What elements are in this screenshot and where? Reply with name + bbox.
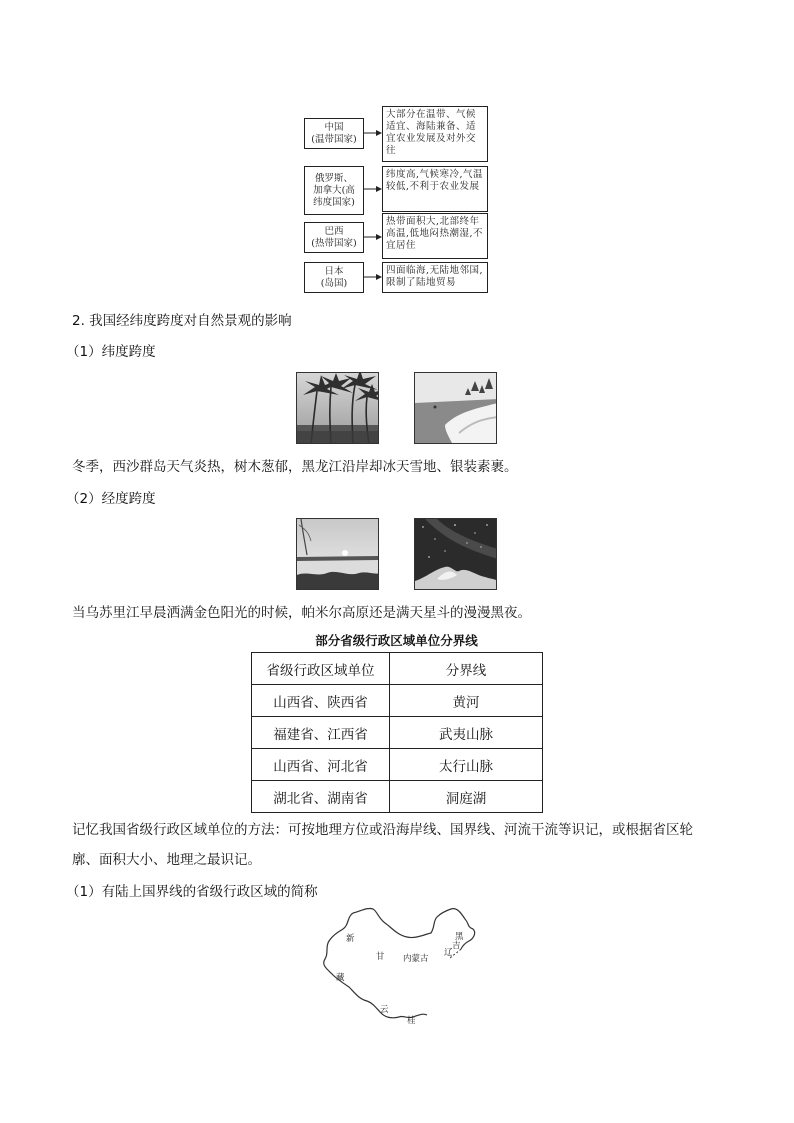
table-header-cell: 分界线 <box>390 653 543 685</box>
table-cell: 黄河 <box>390 685 543 717</box>
memory-subheading: （1）有陆上国界线的省级行政区域的简称 <box>66 884 318 900</box>
diagram-country-2: 俄罗斯、 加拿大(高 纬度国家) <box>304 166 364 215</box>
latitude-caption: 冬季，西沙群岛天气炎热，树木葱郁，黑龙江沿岸却冰天雪地、银装素裹。 <box>72 459 518 475</box>
map-label-xinjiang: 新 <box>346 934 355 944</box>
palm-trees-photo <box>296 372 379 444</box>
diagram-country-4: 日本 (岛国) <box>304 262 364 293</box>
table-cell: 洞庭湖 <box>390 781 543 813</box>
memory-text-line2: 廓、面积大小、地理之最识记。 <box>72 852 261 868</box>
table-row <box>252 749 543 781</box>
table-header-cell: 省级行政区域单位 <box>252 653 390 685</box>
diagram-effect-1: 大部分在温带、气候适宜、海陆兼备、适宜农业发展及对外交往 <box>382 106 488 162</box>
table-cell: 湖北省、湖南省 <box>252 781 390 813</box>
diagram-effect-3: 热带面积大,北部终年高温,低地闷热潮湿,不宜居住 <box>382 213 488 259</box>
diagram-country-1: 中国 (温带国家) <box>304 118 364 149</box>
frozen-shore-photo <box>414 372 497 444</box>
map-label-guangxi: 桂 <box>407 1016 416 1026</box>
starry-night-photo <box>414 518 497 590</box>
map-label-xizang: 藏 <box>336 973 345 983</box>
latitude-heading: （1）纬度跨度 <box>66 344 156 360</box>
border-map <box>315 905 495 1030</box>
longitude-caption: 当乌苏里江早晨洒满金色阳光的时候，帕米尔高原还是满天星斗的漫漫黑夜。 <box>72 605 531 621</box>
table-cell: 太行山脉 <box>390 749 543 781</box>
map-label-jilin: 吉 <box>452 941 461 951</box>
table-cell: 武夷山脉 <box>390 717 543 749</box>
table-cell: 福建省、江西省 <box>252 717 390 749</box>
map-label-neimenggu: 内蒙古 <box>403 954 429 964</box>
table-row <box>252 781 543 813</box>
table-row <box>252 717 543 749</box>
map-label-yunnan: 云 <box>380 1005 389 1015</box>
section-heading: 2. 我国经纬度跨度对自然景观的影响 <box>72 313 292 329</box>
longitude-heading: （2）经度跨度 <box>66 491 156 507</box>
boundary-table <box>251 652 543 813</box>
table-title: 部分省级行政区域单位分界线 <box>315 633 478 648</box>
table-cell: 山西省、河北省 <box>252 749 390 781</box>
diagram-arrows <box>363 100 385 300</box>
diagram-effect-4: 四面临海,无陆地邻国,限制了陆地贸易 <box>382 262 488 293</box>
map-label-liaoning: 辽 <box>444 948 453 958</box>
table-cell: 山西省、陕西省 <box>252 685 390 717</box>
map-label-gansu: 甘 <box>376 952 385 962</box>
table-header-row <box>252 653 543 685</box>
diagram-effect-2: 纬度高,气候寒冷,气温较低,不利于农业发展 <box>382 166 488 212</box>
memory-text-line1: 记忆我国省级行政区域单位的方法：可按地理方位或沿海岸线、国界线、河流干流等识记，或根据省区轮 <box>72 822 693 838</box>
diagram-country-3: 巴西 (热带国家) <box>304 222 364 253</box>
table-row <box>252 685 543 717</box>
map-label-heilongjiang: 黑 <box>455 932 464 942</box>
sunrise-river-photo <box>296 518 379 590</box>
land-border-outline <box>324 913 427 1018</box>
